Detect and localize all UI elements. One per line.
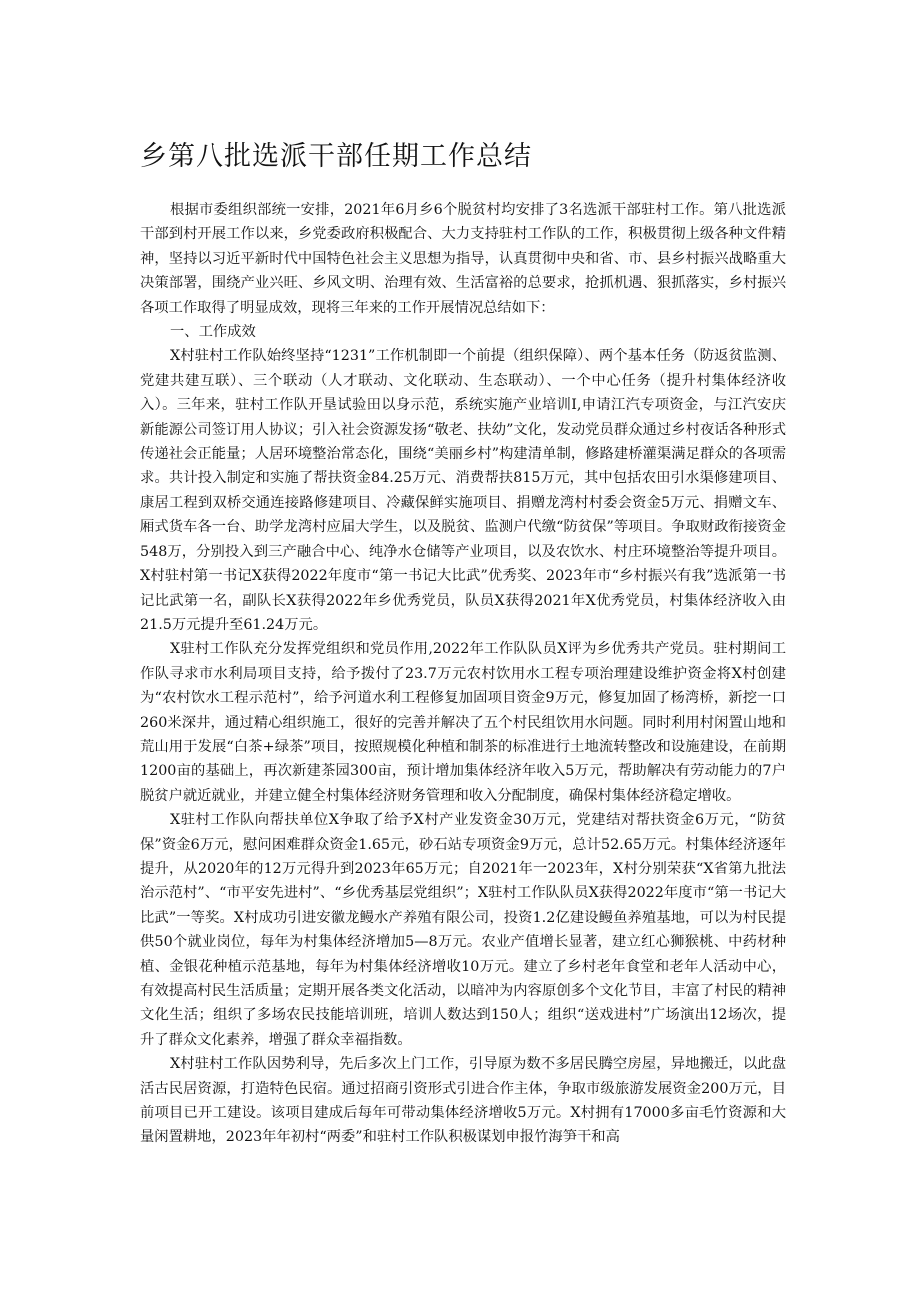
paragraph-funding: X驻村工作队向帮扶单位X争取了给予X村产业发资金30万元，党建结对帮扶资金6万元，“防贫保”资金6万元，慰问困难群众资金1.65元，砂石站专项资金9万元，总计52.65万元。村集体经济逐年提升，从2020年的12万元得升到2023年65万元；自2021年一2023年，X村分别荣获“X省第九批法治示范村”、“市平安先进村”、“乡优秀基层党组织”；X驻村工作队队员X获得2022年度市“第一书记大比武”一等奖。X村成功引进安徽龙鳗水产养殖有限公司，投资1.2亿建设鳗鱼养殖基地，可以为村民提供50个就业岗位，每年为村集体经济增加5—8万元。农业产值增长显著，建立红心狮猴桃、中药材种植、金银花种植示范基地，每年为村集体经济增收10万元。建立了乡村老年食堂和老年人活动中心，有效提高村民生活质量；定期开展各类文化活动，以暗冲为内容原创多个文化节目，丰富了村民的精神文化生活；组织了多场农民技能培训班，培训人数达到150人；组织“送戏进村”广场演出12场次，提升了群众文化素养，增强了群众幸福指数。: [140, 812, 786, 1048]
document-page: [140, 138, 786, 1150]
paragraph-intro: 根据市委组织部统一安排，2021年6月乡6个脱贫村均安排了3名选派干部驻村工作。第八批选派干部到村开展工作以来，乡党委政府积极配合、大力支持驻村工作队的工作，积极贯彻上级各种文件精神，坚持以习近平新时代中国特色社会主义思想为指导，认真贯彻中央和省、市、县乡村振兴战略重大决策部署，围绕产业兴旺、乡风文明、治理有效、生活富裕的总要求，抢抓机遇、狠抓落实，乡村振兴各项工作取得了明显成效，现将三年来的工作开展情况总结如下：: [140, 202, 786, 316]
paragraph-1231-mechanism: X村驻村工作队始终坚持“1231”工作机制即一个前提（组织保障）、两个基本任务（防返贫监测、党建共建互联）、三个联动（人才联动、文化联动、生态联动）、一个中心任务（提升村集体经济收入）。三年来，驻村工作队开垦试验田以身示范，系统实施产业培训I,申请江汽专项资金，与江汽安庆新能源公司签订用人协议；引入社会资源发扬“敬老、扶幼”文化，发动党员群众通过乡村夜话各种形式传递社会正能量；人居环境整治常态化，围绕“美丽乡村”构建清单制，修路建桥灌渠满足群众的各项需求。共计投入制定和实施了帮扶资金84.25万元、消费帮扶815万元，其中包括农田引水渠修建项目、康居工程到双桥交通连接路修建项目、冷藏保鲜实施项目、捐赠龙湾村村委会资金5万元、捐赠文车、厢式货车各一台、助学龙湾村应届大学生，以及脱贫、监测户代缴“防贫保”等项目。争取财政衔接资金548万，分别投入到三产融合中心、纯净水仓储等产业项目，以及农饮水、村庄环境整治等提升项目。X村驻村第一书记X获得2022年度市“第一书记大比武”优秀奖、2023年市“乡村振兴有我”选派第一书记比武第一名，副队长X获得2022年乡优秀党员，队员X获得2021年X优秀党员，村集体经济收入由21.5万元提升至61.24万元。: [140, 348, 786, 633]
paragraph-water-project: X驻村工作队充分发挥党组织和党员作用,2022年工作队队员X评为乡优秀共产党员。驻村期间工作队寻求市水利局项目支持，给予拨付了23.7万元农村饮用水工程专项治理建设维护资金将X村创建为“农村饮水工程示范村”，给予河道水利工程修复加固项目资金9万元，修复加固了杨湾桥，新挖一口260米深井，通过精心组织施工，很好的完善并解决了五个村民组饮用水问题。同时利用村闲置山地和荒山用于发展“白茶+绿茶”项目，按照规模化种植和制茶的标准进行土地流转整改和设施建设，在前期1200亩的基础上，再次新建茶园300亩，预计增加集体经济年收入5万元，帮助解决有劳动能力的7户脱贫户就近就业，并建立健全村集体经济财务管理和收入分配制度，确保村集体经济稳定增收。: [140, 641, 787, 804]
section-heading: 一、工作成效: [170, 324, 256, 341]
paragraph-homestay: X村驻村工作队因势利导，先后多次上门工作，引导原为数不多居民腾空房屋，异地搬迁，以此盘活古民居资源，打造特色民宿。通过招商引资形式引进合作主体，争取市级旅游发展资金200万元，目前项目已开工建设。该项目建成后每年可带动集体经济增收5万元。X村拥有17000多亩毛竹资源和大量闲置耕地，2023年年初村“两委”和驻村工作队积极谋划申报竹海笋干和高: [140, 1056, 786, 1146]
document-title: 乡第八批选派干部任期工作总结: [140, 141, 532, 172]
